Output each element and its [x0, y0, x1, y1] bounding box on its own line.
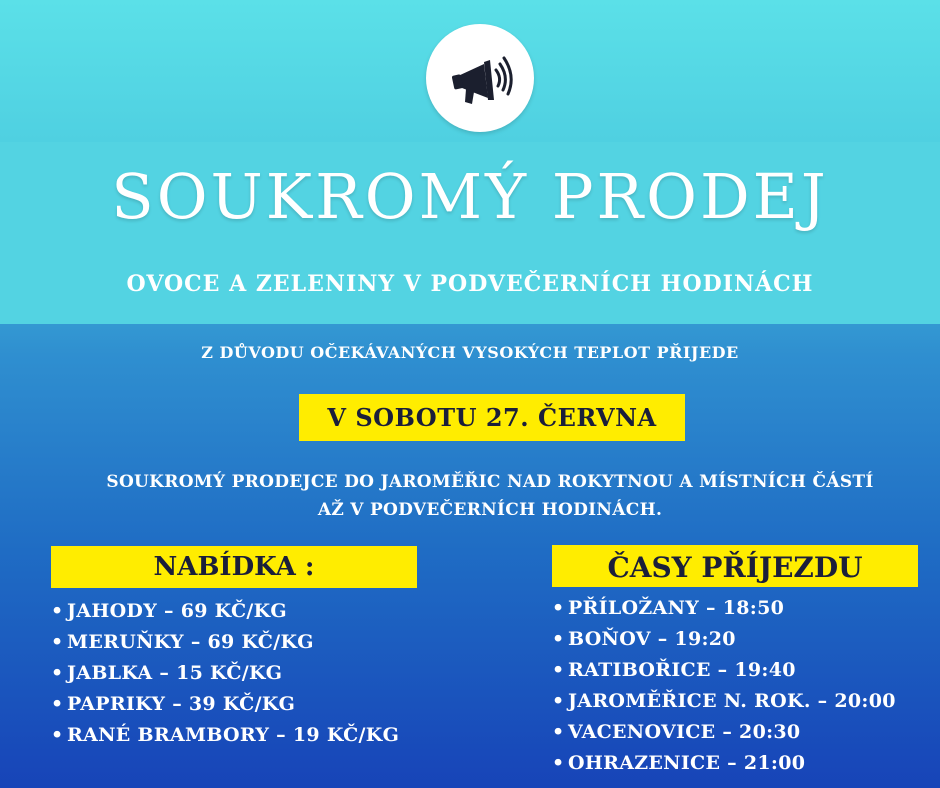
list-item [51, 596, 399, 627]
list-item [51, 720, 399, 751]
page-subtitle: OVOCE A ZELENINY V PODVEČERNÍCH HODINÁCH [126, 271, 814, 297]
times-heading: ČASY PŘÍJEZDU [552, 545, 918, 587]
list-item [51, 689, 399, 720]
offer-item-label: JAHODY – 69 KČ/KG [67, 600, 287, 622]
offer-item-label: MERUŇKY – 69 KČ/KG [67, 631, 314, 653]
bullet-icon: • [51, 693, 64, 715]
bullet-icon: • [552, 721, 565, 743]
time-item-label: BOŇOV – 19:20 [568, 628, 736, 650]
info-line-1: SOUKROMÝ PRODEJCE DO JAROMĚŘIC NAD ROKYTNOU A MÍSTNÍCH ČÁSTÍ [106, 472, 874, 492]
time-item-label: VACENOVICE – 20:30 [568, 721, 801, 743]
list-item [51, 627, 399, 658]
time-item-label: RATIBOŘICE – 19:40 [568, 659, 796, 681]
offer-list [51, 596, 399, 751]
time-item-label: OHRAZENICE – 21:00 [568, 752, 806, 774]
bullet-icon: • [51, 662, 64, 684]
page-title: SOUKROMÝ PRODEJ [111, 160, 829, 233]
megaphone-badge [426, 24, 534, 132]
offer-item-label: JABLKA – 15 KČ/KG [67, 662, 283, 684]
list-item [552, 686, 896, 717]
list-item [51, 658, 399, 689]
bullet-icon: • [552, 752, 565, 774]
info-line-2: AŽ V PODVEČERNÍCH HODINÁCH. [317, 500, 663, 520]
offer-item-label: PAPRIKY – 39 KČ/KG [67, 693, 296, 715]
list-item [552, 593, 896, 624]
date-banner: V SOBOTU 27. ČERVNA [299, 394, 685, 441]
list-item [552, 717, 896, 748]
bullet-icon: • [552, 628, 565, 650]
bullet-icon: • [552, 597, 565, 619]
bullet-icon: • [552, 659, 565, 681]
info-text [60, 468, 920, 524]
bullet-icon: • [552, 690, 565, 712]
megaphone-icon [444, 42, 516, 114]
list-item [552, 655, 896, 686]
list-item [552, 624, 896, 655]
time-item-label: PŘÍLOŽANY – 18:50 [568, 597, 785, 619]
reason-text: Z DŮVODU OČEKÁVANÝCH VYSOKÝCH TEPLOT PŘIJEDE [201, 343, 739, 362]
offer-item-label: RANÉ BRAMBORY – 19 KČ/KG [67, 724, 400, 746]
bullet-icon: • [51, 600, 64, 622]
time-item-label: JAROMĚŘICE N. ROK. – 20:00 [568, 690, 896, 712]
bullet-icon: • [51, 631, 64, 653]
offer-heading: NABÍDKA : [51, 546, 417, 588]
bullet-icon: • [51, 724, 64, 746]
times-list [552, 593, 896, 779]
list-item [552, 748, 896, 779]
